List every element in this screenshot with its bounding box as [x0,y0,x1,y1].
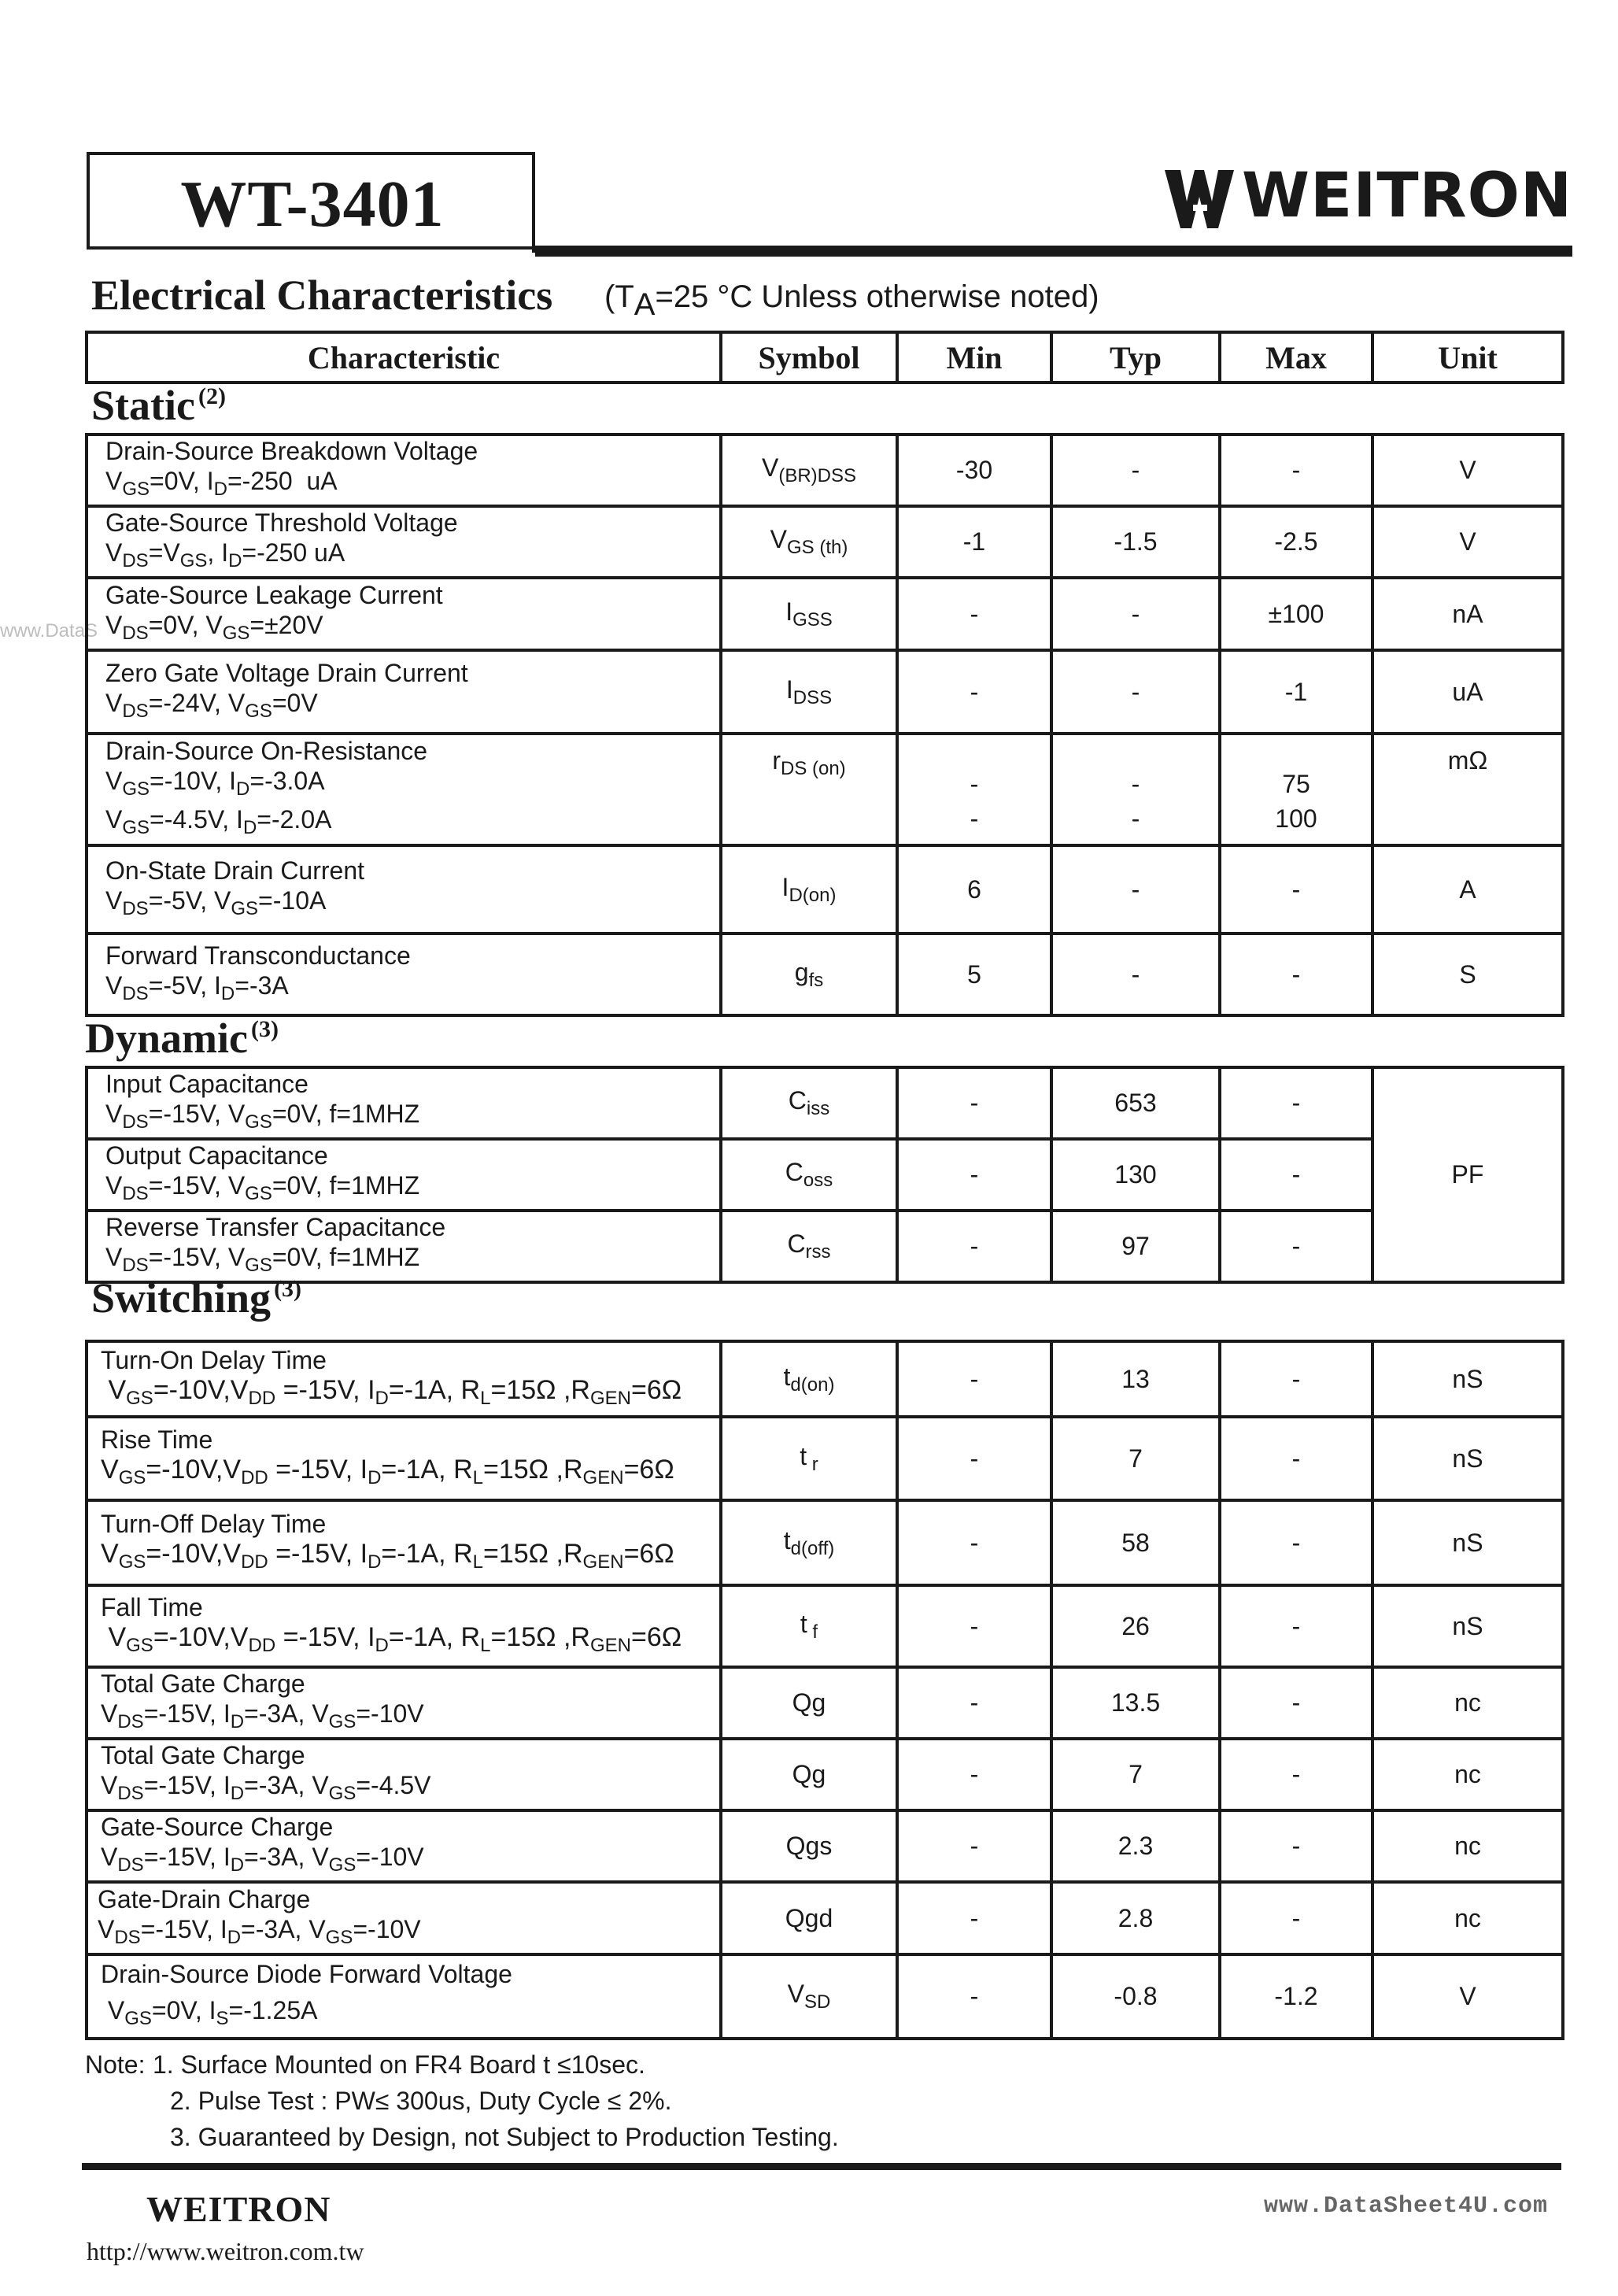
max-cell: - [1220,1417,1372,1500]
symbol-cell: t $_r$ [721,1417,897,1500]
max-cell: - [1220,845,1372,934]
symbol-cell: Qgs [721,1810,897,1882]
condition: $V_{DS}=-15V$, $I_D=-3A$, $V_{GS}=-10V$ [98,1914,421,1948]
characteristic-cell: Forward Transconductance $V_{DS}=-5V$, $I_D=-3A$ [87,934,721,1015]
typ-cell: -0.8 [1051,1954,1220,2039]
symbol-cell: $t_{d(off)}$ [721,1500,897,1585]
symbol-cell: $I_{GSS}$ [721,578,897,650]
symbol-cell: $V_{SD}$ [721,1954,897,2039]
part-number: WT-3401 [180,168,445,241]
header-rule [535,246,1572,257]
characteristic-cell: Gate-Source Leakage Current $V_{DS}=0V$, $V_{GS}=\pm 20V$ [87,578,721,650]
max-cell: 75 100 [1220,734,1372,845]
max-cell: - [1220,934,1372,1015]
characteristic-cell: Fall Time $V_{GS}=-10V,V_{DD} =-15V$, $I_D=-1A$, $R_L=15\Omega$ $,R_{GEN}=6\Omega$ [87,1585,721,1667]
col-max: Max [1220,332,1372,383]
symbol-cell: $C_{rss}$ [721,1211,897,1282]
typ-cell: 2.8 [1051,1882,1220,1954]
table-row [87,1067,1563,1139]
typ-cell: - [1051,650,1220,734]
table-row [87,1500,1563,1585]
typ-cell: 130 [1051,1139,1220,1211]
condition: $V_{DS}=0V$, $V_{GS}=\pm 20V$ [105,610,323,644]
table-row [87,506,1563,578]
table-row [87,1341,1563,1417]
min-cell: - [897,1067,1051,1139]
footer-brand: WEITRON [146,2189,331,2229]
max-cell: -2.5 [1220,506,1372,578]
characteristic-cell: Total Gate Charge $V_{DS}=-15V$, $I_D=-3A$, $V_{GS}=-10V$ [87,1667,721,1739]
typ-cell: 97 [1051,1211,1220,1282]
typ-cell: 13 [1051,1341,1220,1417]
unit-cell: nS [1372,1341,1563,1417]
unit-cell: nc [1372,1667,1563,1739]
max-cell: - [1220,1211,1372,1282]
max-cell: ±100 [1220,578,1372,650]
condition: $V_{GS}=-10V,V_{DD} =-15V$, $I_D=-1A$, $R_L=15\Omega$ $,R_{GEN}=6\Omega$ [101,1374,682,1409]
characteristic-cell: Gate-Drain Charge $V_{DS}=-15V$, $I_D=-3A$, $V_{GS}=-10V$ [87,1882,721,1954]
unit-cell: nc [1372,1810,1563,1882]
symbol-cell: $V_{(BR)DSS}$ [721,434,897,506]
typ-cell: - [1051,845,1220,934]
unit-cell: nS [1372,1417,1563,1500]
condition: $V_{DS}=-15V$, $V_{GS}=0V$, f=1MHZ [105,1100,420,1133]
min-cell: -30 [897,434,1051,506]
symbol-cell: $C_{oss}$ [721,1139,897,1211]
characteristic-cell: Turn-Off Delay Time $V_{GS}=-10V,V_{DD} =-15V$, $I_D=-1A$, $R_L=15\Omega$ $,R_{GEN}=6\Omega$ [87,1500,721,1585]
typ-cell: 13.5 [1051,1667,1220,1739]
unit-cell: nA [1372,578,1563,650]
static-heading: Static $^{(2)}$ [91,382,226,429]
max-cell: - [1220,1585,1372,1667]
min-cell: - [897,1954,1051,2039]
table-row [87,934,1563,1015]
typ-cell: 58 [1051,1500,1220,1585]
typ-cell: 26 [1051,1585,1220,1667]
condition: $V_{DS}=-24V$, $V_{GS}=0V$ [105,688,318,722]
note-item: 3. Guaranteed by Design, not Subject to Production Testing. [170,2123,839,2151]
characteristic-cell: Reverse Transfer Capacitance $V_{DS}=-15V$, $V_{GS}=0V$, f=1MHZ [87,1211,721,1282]
min-cell: - [897,1139,1051,1211]
min-cell: - [897,578,1051,650]
unit-cell: nS [1372,1585,1563,1667]
characteristic-cell: Gate-Source Threshold Voltage $V_{DS}=V_{GS}$, $I_D=-250$ uA [87,506,721,578]
characteristic-cell: Output Capacitance $V_{DS}=-15V$, $V_{GS}=0V$, f=1MHZ [87,1139,721,1211]
unit-cell: A [1372,845,1563,934]
weitron-logo-icon [1163,167,1236,233]
col-symbol: Symbol [721,332,897,383]
typ-cell: - [1051,434,1220,506]
characteristic-cell: Gate-Source Charge $V_{DS}=-15V$, $I_D=-3A$, $V_{GS}=-10V$ [87,1810,721,1882]
table-row [87,1417,1563,1500]
min-cell: 6 [897,845,1051,934]
column-header-table [85,331,1564,384]
condition: $V_{GS}=-4.5V$, $I_D=-2.0A$ [105,805,332,838]
symbol-cell: $t_{d(on)}$ [721,1341,897,1417]
characteristic-cell: Zero Gate Voltage Drain Current $V_{DS}=-24V$, $V_{GS}=0V$ [87,650,721,734]
static-table [85,433,1564,1017]
max-cell: - [1220,1067,1372,1139]
condition: $V_{DS}=-15V$, $I_D=-3A$, $V_{GS}=-10V$ [101,1843,424,1876]
max-cell: - [1220,1739,1372,1810]
condition: $V_{DS}=-5V$, $V_{GS}=-10A$ [105,885,327,919]
condition: $V_{DS}=-15V$, $V_{GS}=0V$, f=1MHZ [105,1243,420,1276]
unit-cell: nc [1372,1739,1563,1810]
typ-cell: 653 [1051,1067,1220,1139]
unit-cell: S [1372,934,1563,1015]
max-cell: - [1220,1341,1372,1417]
symbol-cell: Qg [721,1667,897,1739]
typ-cell: - [1051,578,1220,650]
symbol-cell: $V_{GS (th)}$ [721,506,897,578]
watermark-text: www.DataS [0,620,98,641]
characteristic-cell: On-State Drain Current $V_{DS}=-5V$, $V_{GS}=-10A$ [87,845,721,934]
footer-datasheet-link[interactable]: www.DataSheet4U.com [1264,2193,1549,2220]
unit-cell: uA [1372,650,1563,734]
typ-cell: - [1051,934,1220,1015]
min-cell: - [897,1882,1051,1954]
min-cell: -1 [897,506,1051,578]
part-number-box [87,152,535,250]
col-characteristic: Characteristic [87,332,721,383]
max-cell: - [1220,1500,1372,1585]
characteristic-cell: Total Gate Charge $V_{DS}=-15V$, $I_D=-3A$, $V_{GS}=-4.5V$ [87,1739,721,1810]
table-row [87,1139,1563,1211]
unit-cell: V [1372,506,1563,578]
notes-label: Note: [85,2050,146,2079]
section-title: Electrical Characteristics [91,272,553,319]
condition: $V_{GS}=0V$, $I_D=-250$ uA [105,467,338,500]
unit-cell: V [1372,434,1563,506]
brand-logo [1163,161,1573,231]
typ-cell: 7 [1051,1739,1220,1810]
symbol-cell: $I_{D(on)}$ [721,845,897,934]
typ-cell: - - [1051,734,1220,845]
symbol-cell: $r_{DS (on)}$ [721,734,897,845]
footer-rule [82,2163,1561,2170]
min-cell: - [897,1585,1051,1667]
brand-logo-text: WEITRON [1242,161,1573,231]
characteristic-cell: Drain-Source Diode Forward Voltage $V_{GS}=0V$, $I_S=-1.25A$ [87,1954,721,2039]
note-item: 2. Pulse Test : PW≤ 300us, Duty Cycle ≤ 2%. [170,2087,672,2115]
table-row [87,734,1563,845]
unit-cell: PF [1372,1067,1563,1282]
condition: $V_{DS}=-15V$, $I_D=-3A$, $V_{GS}=-4.5V$ [101,1771,431,1804]
dynamic-heading: Dynamic $^{(3)}$ [85,1015,279,1062]
unit-cell: nc [1372,1882,1563,1954]
max-cell: - [1220,434,1372,506]
max-cell: - [1220,1667,1372,1739]
min-cell: - [897,1739,1051,1810]
table-row [87,1667,1563,1739]
min-cell: - [897,650,1051,734]
characteristic-cell: Drain-Source On-Resistance $V_{GS}=-10V$, $I_D=-3.0A$ $V_{GS}=-4.5V$, $I_D=-2.0A$ [87,734,721,845]
symbol-cell: Qg [721,1739,897,1810]
condition: $V_{GS}=-10V,V_{DD} =-15V$, $I_D=-1A$, $R_L=15\Omega$ $,R_{GEN}=6\Omega$ [101,1621,682,1656]
switching-heading: Switching $^{(3)}$ [91,1274,302,1322]
col-min: Min [897,332,1051,383]
condition: $V_{DS}=-15V$, $I_D=-3A$, $V_{GS}=-10V$ [101,1699,424,1732]
min-cell: - - [897,734,1051,845]
table-row [87,578,1563,650]
table-row [87,1954,1563,2039]
max-cell: - [1220,1810,1372,1882]
characteristic-cell: Drain-Source Breakdown Voltage $V_{GS}=0V$, $I_D=-250$ uA [87,434,721,506]
typ-cell: 7 [1051,1417,1220,1500]
min-cell: - [897,1417,1051,1500]
symbol-cell: $g_{fs}$ [721,934,897,1015]
unit-cell: V [1372,1954,1563,2039]
min-cell: - [897,1667,1051,1739]
table-row [87,434,1563,506]
symbol-cell: Qgd [721,1882,897,1954]
condition: $V_{DS}=V_{GS}$, $I_D=-250$ uA [105,538,345,571]
condition: $V_{GS}=-10V,V_{DD} =-15V$, $I_D=-1A$, $R_L=15\Omega$ $,R_{GEN}=6\Omega$ [101,1454,674,1488]
typ-cell: -1.5 [1051,506,1220,578]
condition: $V_{GS}=0V$, $I_S=-1.25A$ [101,1996,318,2029]
note-item: 1. Surface Mounted on FR4 Board t ≤10sec. [153,2050,645,2079]
max-cell: -1.2 [1220,1954,1372,2039]
table-row [87,1882,1563,1954]
col-typ: Typ [1051,332,1220,383]
characteristic-cell: Turn-On Delay Time $V_{GS}=-10V,V_{DD} =-15V$, $I_D=-1A$, $R_L=15\Omega$ $,R_{GEN}=6\Omega$ [87,1341,721,1417]
characteristic-cell: Input Capacitance $V_{DS}=-15V$, $V_{GS}=0V$, f=1MHZ [87,1067,721,1139]
switching-table [85,1340,1564,2040]
table-row [87,650,1563,734]
max-cell: - [1220,1882,1372,1954]
table-row [87,845,1563,934]
characteristic-cell: Rise Time $V_{GS}=-10V,V_{DD} =-15V$, $I_D=-1A$, $R_L=15\Omega$ $,R_{GEN}=6\Omega$ [87,1417,721,1500]
symbol-cell: $I_{DSS}$ [721,650,897,734]
dynamic-table [85,1066,1564,1284]
unit-cell: nS [1372,1500,1563,1585]
typ-cell: 2.3 [1051,1810,1220,1882]
min-cell: - [897,1341,1051,1417]
min-cell: 5 [897,934,1051,1015]
col-unit: Unit [1372,332,1563,383]
condition-note: ($T_A=25$ °C Unless otherwise noted) [604,279,1099,322]
min-cell: - [897,1810,1051,1882]
footer-url-link[interactable]: http://www.weitron.com.tw [87,2237,364,2265]
symbol-cell: $C_{iss}$ [721,1067,897,1139]
max-cell: - [1220,1139,1372,1211]
condition: $V_{DS}=-5V$, $I_D=-3A$ [105,971,289,1004]
table-row [87,1211,1563,1282]
max-cell: -1 [1220,650,1372,734]
table-row [87,1739,1563,1810]
table-row [87,1810,1563,1882]
condition: $V_{GS}=-10V$, $I_D=-3.0A$ [105,767,325,800]
condition: $V_{GS}=-10V,V_{DD} =-15V$, $I_D=-1A$, $R_L=15\Omega$ $,R_{GEN}=6\Omega$ [101,1538,674,1573]
table-row [87,1585,1563,1667]
min-cell: - [897,1500,1051,1585]
unit-cell: mΩ [1372,734,1563,845]
symbol-cell: t $_f$ [721,1585,897,1667]
condition: $V_{DS}=-15V$, $V_{GS}=0V$, f=1MHZ [105,1171,420,1204]
min-cell: - [897,1211,1051,1282]
